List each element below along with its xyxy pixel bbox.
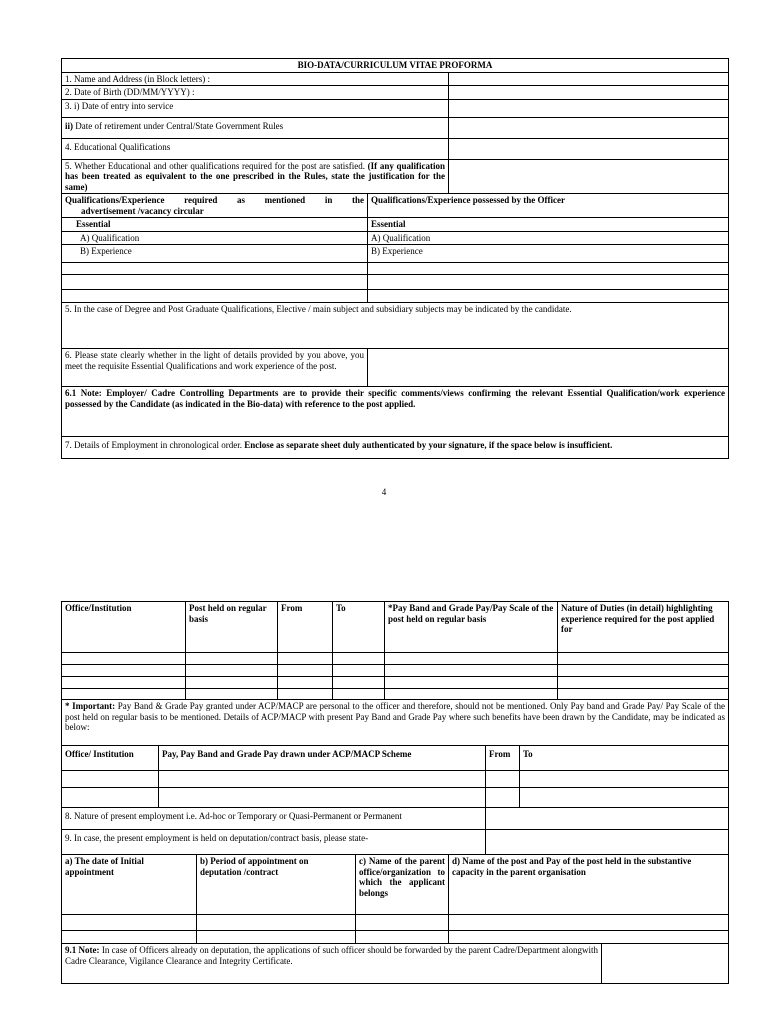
blank-cell[interactable] (62, 665, 186, 677)
blank-cell[interactable] (159, 771, 486, 788)
header-from: From (278, 602, 333, 653)
acp-header-pay: Pay, Pay Band and Grade Pay drawn under ACP/MACP Scheme (159, 746, 486, 771)
blank-cell[interactable] (62, 290, 368, 303)
qualification-satisfied-label (62, 159, 449, 194)
blank-cell[interactable] (385, 677, 558, 689)
blank-cell[interactable] (62, 931, 197, 944)
note-label: 9.1 Note: (65, 945, 100, 955)
blank-cell[interactable] (486, 771, 520, 788)
meets-requirements-label: 6. Please state clearly whether in the light of details provided by you above, you meet the requisite Essential Qualifications and work experience of the post. (62, 349, 368, 387)
blank-cell[interactable] (520, 788, 729, 808)
employment-nature-field[interactable] (486, 808, 729, 830)
important-note (62, 700, 729, 746)
blank-cell[interactable] (197, 915, 356, 931)
blank-cell[interactable] (333, 665, 385, 677)
blank-cell[interactable] (385, 665, 558, 677)
blank-cell[interactable] (368, 290, 729, 303)
dep-header-post: d) Name of the post and Pay of the post held in the substantive capacity in the parent organisation (449, 855, 729, 915)
degree-subjects-label: 5. In the case of Degree and Post Graduate Qualifications, Elective / main subject and subsidiary subjects may be indicated by the candidate. (62, 303, 729, 349)
acp-header-from: From (486, 746, 520, 771)
header-duties: Nature of Duties (in detail) highlighting experience required for the post applied for (558, 602, 729, 653)
blank-cell[interactable] (62, 677, 186, 689)
employer-note: 6.1 Note: Employer/ Cadre Controlling Departments are to provide their specific comments/views confirming the relevant Essential Qualification/work experience possessed by the Candidate (as indicated in the Bio-data) with reference to the post applied. (62, 387, 729, 437)
qual-required-line1: Qualifications/Experience required as mentioned in the (65, 195, 364, 205)
blank-cell[interactable] (62, 263, 368, 275)
retirement-date-field[interactable] (449, 117, 729, 138)
blank-cell[interactable] (159, 788, 486, 808)
education-label: 4. Educational Qualifications (62, 138, 449, 159)
acp-header-to: To (520, 746, 729, 771)
page-number: 4 (381, 487, 387, 497)
form-title: BIO-DATA/CURRICULUM VITAE PROFORMA (62, 59, 729, 73)
blank-cell[interactable] (186, 653, 278, 665)
qual-possessed-header: Qualifications/Experience possessed by the Officer (368, 194, 729, 218)
blank-cell[interactable] (385, 689, 558, 700)
blank-cell[interactable] (558, 665, 729, 677)
retirement-text: Date of retirement under Central/State Government Rules (73, 120, 284, 131)
deputation-label: 9. In case, the present employment is held on deputation/contract basis, please state- (62, 830, 486, 855)
blank-cell[interactable] (62, 689, 186, 700)
blank-cell[interactable] (278, 665, 333, 677)
header-post: Post held on regular basis (186, 602, 278, 653)
blank-cell[interactable] (558, 653, 729, 665)
blank-cell[interactable] (278, 689, 333, 700)
header-pay-band: *Pay Band and Grade Pay/Pay Scale of the post held on regular basis (385, 602, 558, 653)
blank-cell[interactable] (356, 931, 449, 944)
blank-cell[interactable] (62, 653, 186, 665)
table-row (62, 788, 729, 808)
header-office: Office/Institution (62, 602, 186, 653)
table-row (62, 665, 729, 677)
blank-cell[interactable] (385, 653, 558, 665)
blank-cell[interactable] (558, 677, 729, 689)
deputation-note (62, 944, 602, 984)
table-row (62, 653, 729, 665)
table-row (62, 689, 729, 700)
q5-bold: (If any qualification has been treated as equivalent to the one prescribed in the Rules, state the justification for the same) (65, 160, 446, 192)
employment-nature-label: 8. Nature of present employment i.e. Ad-hoc or Temporary or Quasi-Permanent or Permanent (62, 808, 486, 830)
entry-date-label: 3. i) Date of entry into service (62, 99, 449, 117)
important-label: * Important: (65, 701, 116, 711)
dep-header-initial: a) The date of Initial appointment (62, 855, 197, 915)
qual-a-right: A) Qualification (368, 231, 729, 245)
table-row (62, 771, 729, 788)
blank-cell[interactable] (62, 275, 368, 290)
name-address-label: 1. Name and Address (in Block letters) : (62, 72, 449, 86)
essential-right: Essential (368, 218, 729, 232)
blank-cell[interactable] (486, 788, 520, 808)
entry-date-field[interactable] (449, 99, 729, 117)
blank-cell[interactable] (62, 915, 197, 931)
retirement-num: ii) (65, 120, 73, 131)
blank-cell[interactable] (62, 771, 159, 788)
name-address-field[interactable] (449, 72, 729, 86)
blank-cell[interactable] (449, 931, 729, 944)
blank-cell[interactable] (62, 788, 159, 808)
q7-plain: 7. Details of Employment in chronological order. (65, 440, 245, 450)
note-text: In case of Officers already on deputation, the applications of such officer should be forwarded by the parent Cadre/Department alongwith Cadre Clearance, Vigilance Clearance and Integrity Certificate. (65, 945, 598, 966)
deputation-field[interactable] (486, 830, 729, 855)
blank-cell[interactable] (333, 653, 385, 665)
dob-label: 2. Date of Birth (DD/MM/YYYY) : (62, 86, 449, 100)
table-row (62, 915, 729, 931)
qual-required-line2: advertisement /vacancy circular (81, 205, 204, 216)
qual-b-left: B) Experience (62, 245, 368, 263)
blank-cell[interactable] (449, 915, 729, 931)
blank-cell[interactable] (186, 665, 278, 677)
q5-plain: 5. Whether Educational and other qualifications required for the post are satisfied. (65, 160, 368, 171)
blank-cell[interactable] (197, 931, 356, 944)
header-to: To (333, 602, 385, 653)
dep-header-parent: c) Name of the parent office/organization to which the applicant belongs (356, 855, 449, 915)
blank-cell[interactable] (278, 677, 333, 689)
employment-table (61, 601, 729, 746)
blank-cell[interactable] (186, 677, 278, 689)
deputation-note-field[interactable] (602, 944, 729, 984)
meets-requirements-field[interactable] (368, 349, 729, 387)
blank-cell[interactable] (520, 771, 729, 788)
acp-table (61, 745, 729, 855)
employment-details-label (62, 437, 729, 459)
dep-header-period: b) Period of appointment on deputation /contract (197, 855, 356, 915)
qualification-satisfied-field[interactable] (449, 159, 729, 194)
deputation-table (61, 854, 729, 984)
dob-field[interactable] (449, 86, 729, 100)
table-row (62, 677, 729, 689)
qual-a-left: A) Qualification (62, 231, 368, 245)
blank-cell[interactable] (558, 689, 729, 700)
acp-header-office: Office/ Institution (62, 746, 159, 771)
retirement-date-label (62, 117, 449, 138)
blank-cell[interactable] (333, 689, 385, 700)
essential-left: Essential (62, 218, 368, 232)
biodata-table-part1 (61, 58, 729, 459)
blank-cell[interactable] (368, 263, 729, 275)
q7-bold: Enclose as separate sheet duly authenticated by your signature, if the space below is insufficient. (244, 440, 613, 450)
important-text: Pay Band & Grade Pay granted under ACP/MACP are personal to the officer and therefore, should not be mentioned. Only Pay band and Grade Pay/ Pay Scale of the post held on regular basis to be mentioned. Details of ACP/MACP with present Pay Band and Grade Pay where such benefits have been drawn by the Candidate, may be indicated as below: (65, 701, 726, 732)
blank-cell[interactable] (356, 915, 449, 931)
blank-cell[interactable] (368, 275, 729, 290)
blank-cell[interactable] (186, 689, 278, 700)
qual-required-header (62, 194, 368, 218)
education-field[interactable] (449, 138, 729, 159)
blank-cell[interactable] (278, 653, 333, 665)
table-row (62, 931, 729, 944)
qual-b-right: B) Experience (368, 245, 729, 263)
blank-cell[interactable] (333, 677, 385, 689)
